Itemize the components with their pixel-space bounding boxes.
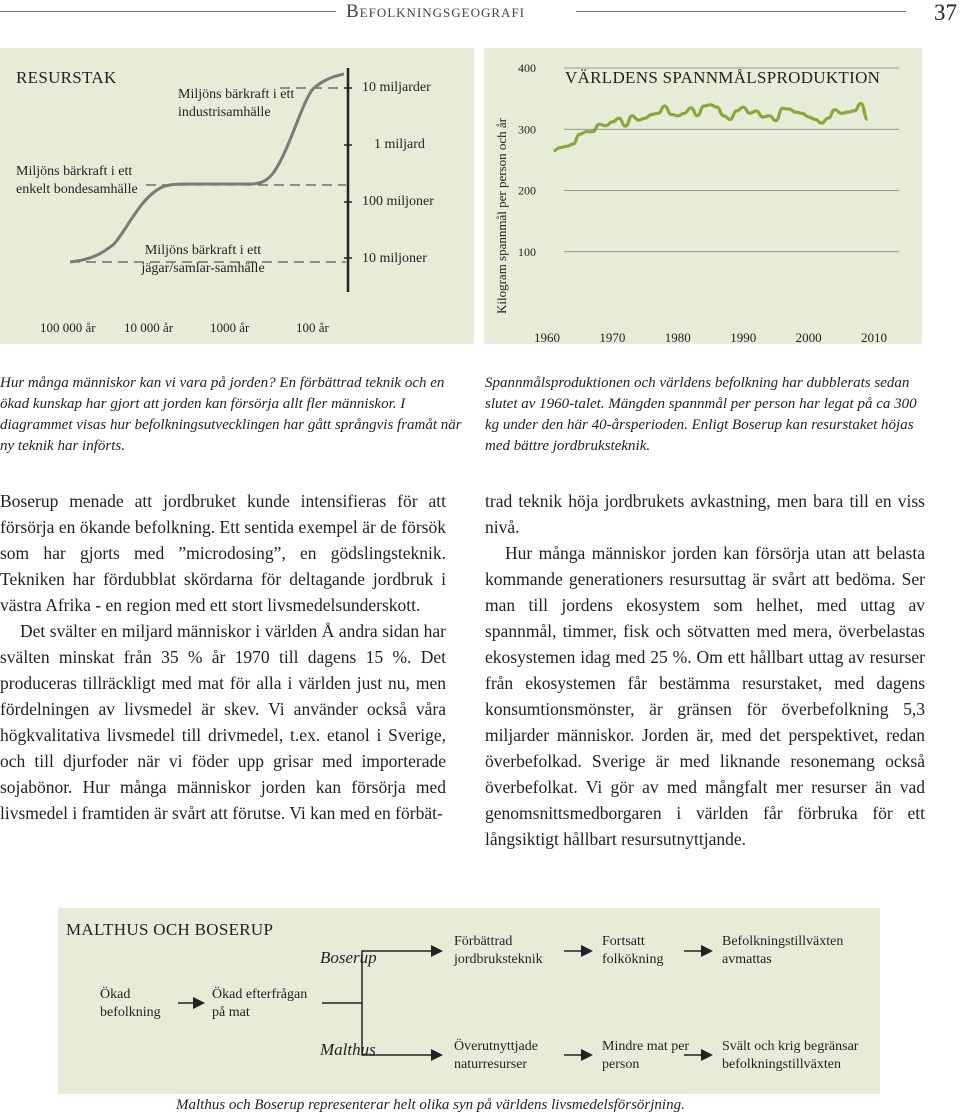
y-tick-label: 200 [518, 183, 536, 198]
flow-caption: Malthus och Boserup representerar helt olika syn på världens livsmedelsförsörjning. [176, 1097, 685, 1113]
y-tick-label: 100 [518, 244, 536, 259]
flow-okad-befolkning: Ökad befolkning [100, 987, 161, 1020]
running-header: Befolkningsgeografi [346, 1, 526, 22]
x-tick-label: 1990 [730, 330, 757, 344]
time-tick-100: 100 år [296, 320, 329, 335]
body-paragraph: trad teknik höja jordbrukets avkastning, men bara till en viss nivå. [485, 491, 925, 537]
resurstak-heading: RESURSTAK [16, 68, 117, 87]
flow-forbattrad-teknik: Förbättrad jordbruksteknik [454, 934, 543, 967]
flow-heading: MALTHUS OCH BOSERUP [66, 920, 274, 939]
y-axis-label: Kilogram spannmål per person och år [494, 117, 509, 315]
time-tick-1000: 1000 år [210, 320, 250, 335]
flow-okad-efterfragan: Ökad efterfrågan på mat [212, 987, 308, 1020]
label-industrisamhalle: Miljöns bärkraft i ett industrisamhälle [178, 87, 295, 120]
spannmal-caption: Spannmålsproduktionen och världens befolkning har dubblerats sedan slutet av 1960-talet. Mängden spannmål per person har legat på ca 300 kg under den här 40-årsperioden. Enligt Boserup kan resurstaket höjas med bättre jordbruksteknik. [485, 375, 917, 454]
body-paragraph: Det svälter en miljard människor i världen Å andra sidan har svälten minskat från 35 % år 1970 till dagens 15 %. Det produceras tillräckligt med mat för alla i världen just nu, men fördelningen av livsmedel är skev. Vi använder också våra högkvalitativa livsmedel till drivmedel, t.ex. etanol i Sverige, och till djurfoder när vi föder upp grisar med importerade sojabönor. Hur många människor jorden kan försörja med livsmedel i framtiden är svårt att förutse. Vi kan med en förbät- [0, 621, 446, 823]
resurstak-caption: Hur många människor kan vi vara på jorden? En förbättrad teknik och en ökad kunskap har gjort att jorden kan försörja allt fler människor. I diagrammet visas hur befolkningsutvecklingen har gått språngvis framåt när ny teknik har införts. [0, 375, 462, 454]
arrow-branch-icon [362, 1003, 440, 1055]
x-tick-label: 1970 [599, 330, 626, 344]
flow-malthus-label: Malthus [320, 1040, 376, 1059]
level-1-miljard: 1 miljard [374, 137, 425, 152]
flow-fortsatt-folkokning: Fortsatt folkökning [602, 934, 664, 967]
x-tick-label: 1980 [664, 330, 691, 344]
body-paragraph: Boserup menade att jordbruket kunde intensifieras för att försörja en ökande befolkning. Ett sentida exempel är de försök som har gjorts med ”microdosing”, en gödslingsteknik. Tekniken har fördubblat skördarna för deltagande jordbruk i västra Afrika - en region med ett stort livsmedelsunderskott. [0, 491, 446, 615]
y-tick-label: 300 [518, 122, 536, 137]
flow-tillvaxt-avmattas: Befolkningstillväxten avmattas [722, 934, 844, 967]
label-bondesamhalle: Miljöns bärkraft i ett enkelt bondesamhälle [16, 164, 138, 197]
level-10-miljarder: 10 miljarder [362, 80, 431, 95]
flow-svalt-och-krig: Svält och krig begränsar befolkningstillväxten [722, 1039, 859, 1072]
flow-mindre-mat: Mindre mat per person [602, 1039, 690, 1072]
time-tick-100000: 100 000 år [40, 320, 96, 335]
y-tick-label: 400 [518, 61, 536, 75]
x-tick-label: 2000 [795, 330, 822, 344]
level-10-miljoner: 10 miljoner [362, 251, 427, 266]
arrow-branch-icon [322, 951, 440, 1003]
x-tick-label: 1960 [534, 330, 560, 344]
time-tick-10000: 10 000 år [124, 320, 174, 335]
level-100-miljoner: 100 miljoner [362, 194, 434, 209]
page-number: 37 [934, 0, 957, 25]
x-tick-label: 2010 [861, 330, 887, 344]
label-jagarsamhalle: Miljöns bärkraft i ett jägar/samlar-samhälle [141, 243, 265, 276]
flow-overutnyttjade: Överutnyttjade naturresurser [454, 1039, 538, 1072]
body-paragraph: Hur många människor jorden kan försörja utan att belasta kommande generationers resursuttag är svårt att bedöma. Ser man till jordens ekosystem som helhet, med uttag av spannmål, timmer, fisk och sötvatten med mera, överbelastas ekosystemen idag med 25 %. Om ett hållbart uttag av resurser från ekosystemen får bestämma resurstaket, med dagens konsumtionsmönster, är gränsen för överbefolkning 5,3 miljarder människor. Jorden är, med det perspektivet, redan överbefolkad. Sverige är med liknande resonemang också överbefolkat. Vi gör av med mångfalt mer resurser än vad genomsnittsmedborgaren i världen får förbruka för ett långsiktigt hållbart resursutnyttjande. [485, 543, 925, 849]
flow-boserup-label: Boserup [320, 948, 377, 967]
chart-title: VÄRLDENS SPANNMÅLSPRODUKTION [565, 68, 881, 87]
